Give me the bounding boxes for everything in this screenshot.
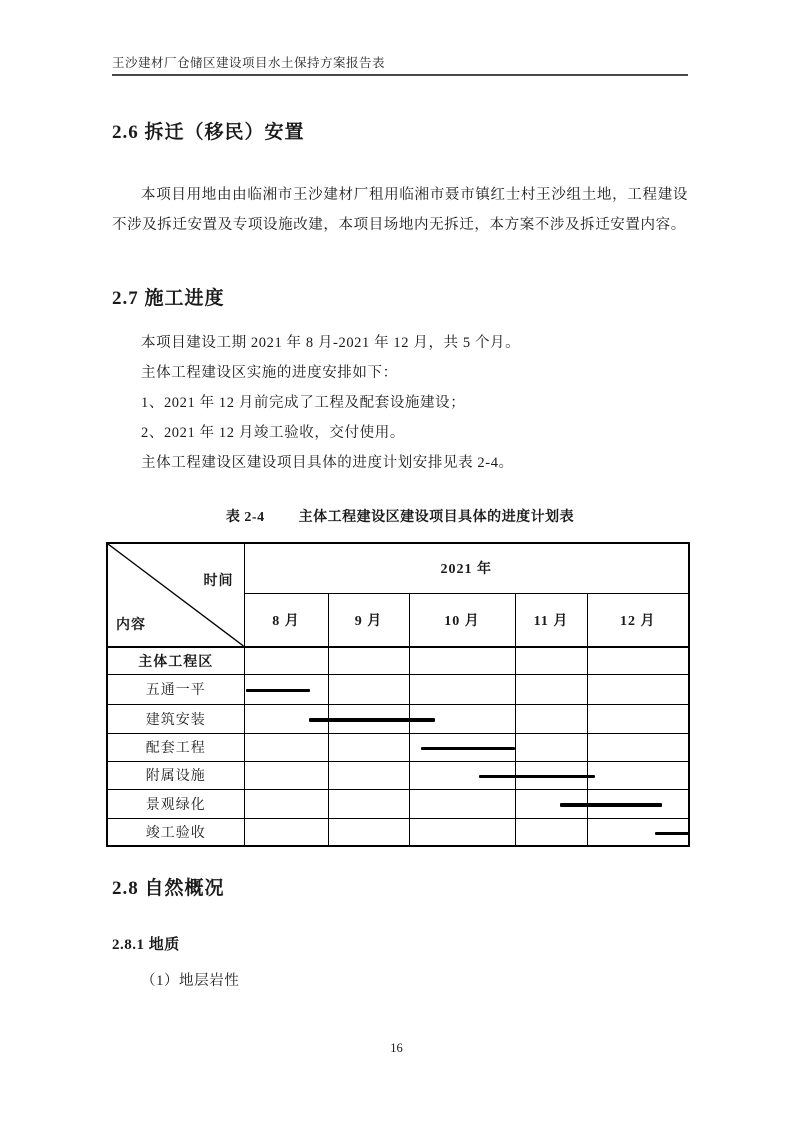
gantt-cell	[409, 818, 515, 846]
heading-2-8: 2.8 自然概况	[112, 878, 225, 899]
gantt-cell	[328, 818, 409, 846]
year-header-cell: 2021 年	[244, 543, 689, 593]
month-header-cell: 12 月	[587, 593, 689, 647]
paragraph-line: 1、2021 年 12 月前完成了工程及配套设施建设；	[141, 395, 466, 411]
gantt-cell	[328, 674, 409, 704]
month-header-cell: 11 月	[515, 593, 587, 647]
page-number: 16	[390, 1041, 403, 1055]
gantt-cell	[244, 761, 328, 789]
gantt-cell	[244, 733, 328, 761]
gantt-cell	[587, 761, 689, 789]
table-caption-label: 表 2-4	[225, 510, 265, 525]
table-row	[107, 674, 689, 704]
heading-2-7: 2.7 施工进度	[112, 288, 225, 309]
gantt-bar	[309, 718, 435, 721]
row-label: 附属设施	[107, 761, 244, 789]
gantt-cell	[244, 789, 328, 818]
month-header-cell: 10 月	[409, 593, 515, 647]
row-label: 景观绿化	[107, 789, 244, 818]
corner-label-time: 时间	[203, 574, 234, 589]
gantt-cell	[515, 647, 587, 674]
corner-label-content: 内容	[116, 618, 146, 633]
list-item-1: （1）地层岩性	[141, 973, 240, 989]
gantt-cell	[587, 674, 689, 704]
gantt-bar	[421, 747, 515, 750]
table-caption-title: 主体工程建设区建设项目具体的进度计划表	[298, 510, 575, 525]
gantt-cell	[328, 761, 409, 789]
row-label: 配套工程	[107, 733, 244, 761]
month-header-cell: 8 月	[244, 593, 328, 647]
gantt-bar	[246, 689, 311, 692]
running-header-text: 王沙建材厂仓储区建设项目水土保持方案报告表	[112, 56, 386, 70]
paragraph-line: 主体工程建设区实施的进度安排如下：	[141, 365, 398, 381]
gantt-table	[106, 542, 690, 847]
month-header-cell: 9 月	[328, 593, 409, 647]
heading-2-6: 2.6 拆迁（移民）安置	[112, 122, 305, 143]
gantt-cell	[587, 647, 689, 674]
gantt-bar	[479, 775, 594, 778]
heading-2-8-1: 2.8.1 地质	[112, 937, 180, 953]
gantt-cell	[328, 789, 409, 818]
table-row	[107, 761, 689, 789]
gantt-cell	[515, 818, 587, 846]
row-label: 主体工程区	[107, 647, 244, 674]
table-row	[107, 733, 689, 761]
table-row	[107, 647, 689, 674]
gantt-cell	[244, 818, 328, 846]
paragraph-line: 主体工程建设区建设项目具体的进度计划安排见表 2-4。	[141, 455, 514, 471]
gantt-cell	[244, 647, 328, 674]
paragraph-2-6: 本项目用地由由临湘市王沙建材厂租用临湘市聂市镇红士村王沙组土地，工程建设不涉及拆迁安置及专项设施改建，本项目场地内无拆迁，本方案不涉及拆迁安置内容。	[112, 187, 688, 233]
gantt-cell	[328, 733, 409, 761]
table-caption	[112, 505, 688, 531]
gantt-cell	[587, 704, 689, 733]
corner-cell	[107, 543, 244, 647]
schedule-table	[106, 542, 690, 847]
row-label: 竣工验收	[107, 818, 244, 846]
gantt-bar	[655, 832, 691, 835]
gantt-cell	[409, 789, 515, 818]
paragraph-line: 本项目建设工期 2021 年 8 月-2021 年 12 月，共 5 个月。	[141, 335, 521, 351]
gantt-cell	[328, 647, 409, 674]
row-label: 五通一平	[107, 674, 244, 704]
table-row	[107, 818, 689, 846]
gantt-cell	[587, 733, 689, 761]
paragraph-2-7	[112, 328, 688, 478]
gantt-cell	[515, 674, 587, 704]
gantt-cell	[409, 647, 515, 674]
gantt-cell	[409, 674, 515, 704]
row-label: 建筑安装	[107, 704, 244, 733]
gantt-cell	[515, 733, 587, 761]
paragraph-line: 2、2021 年 12 月竣工验收，交付使用。	[141, 425, 405, 441]
gantt-bar	[560, 803, 662, 806]
running-header	[112, 53, 688, 76]
gantt-cell	[515, 704, 587, 733]
